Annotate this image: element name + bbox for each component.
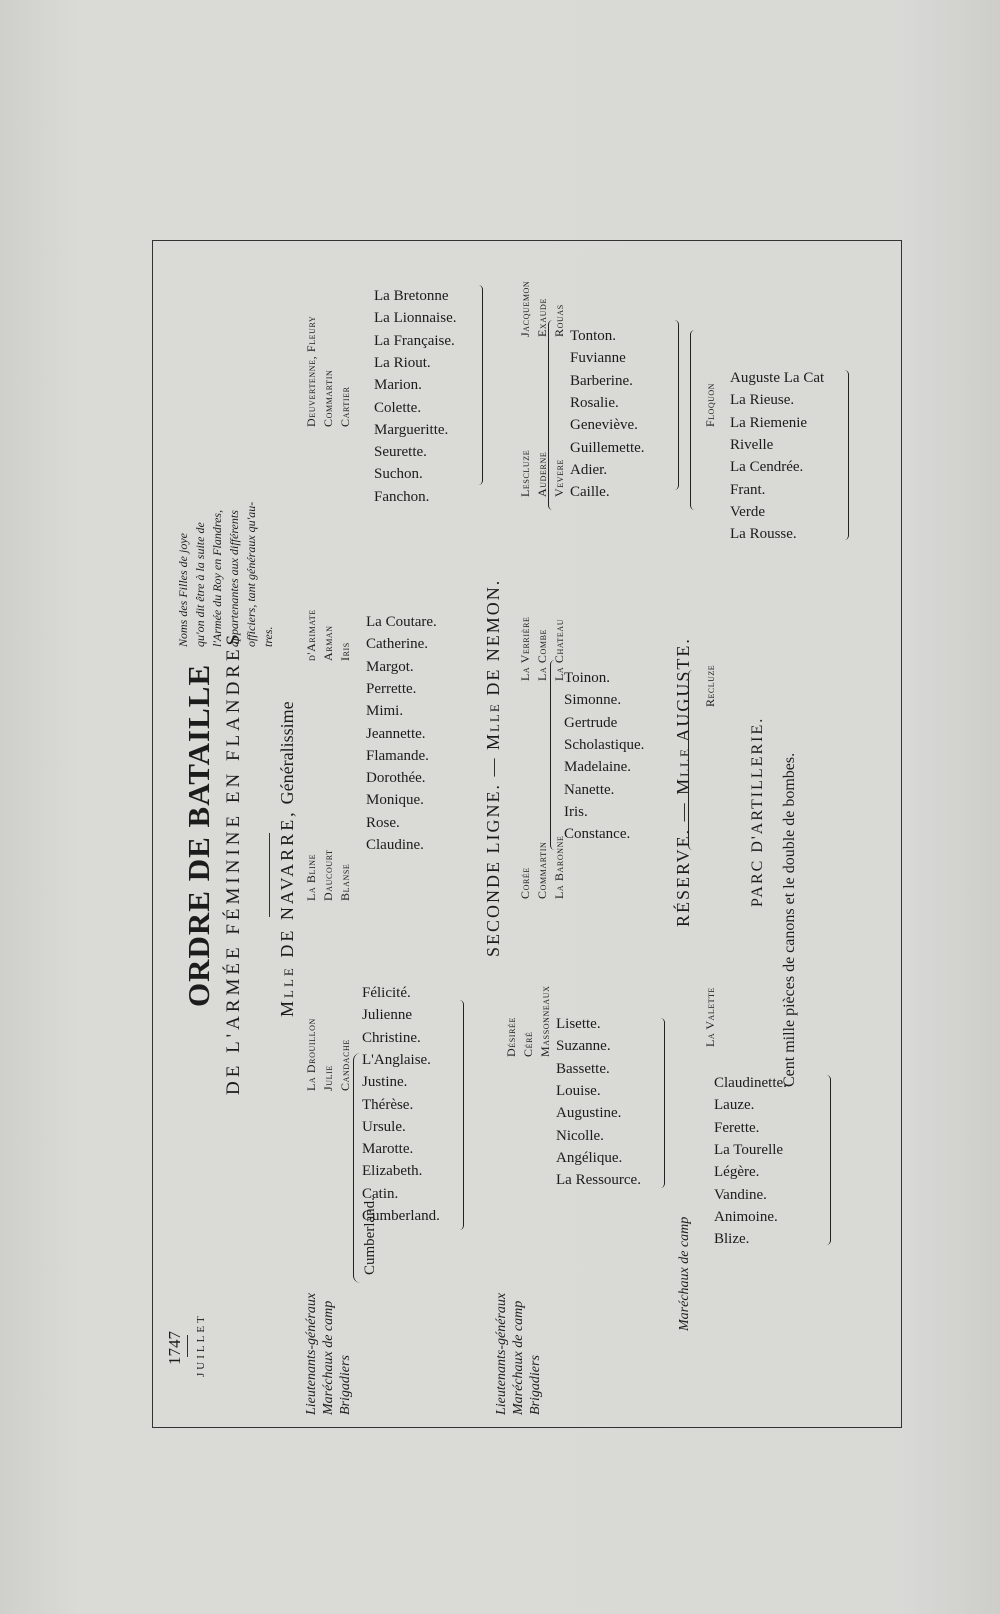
officer-name: Julie <box>321 1065 335 1091</box>
second-group3b-officers <box>517 281 568 337</box>
reserve-name: Animoine. <box>714 1208 778 1225</box>
first-group2-name: Monique. <box>366 792 424 809</box>
first-group2-name: Jeannette. <box>366 725 426 742</box>
reserve-name-2: La Rousse. <box>730 526 797 543</box>
reserve-name: Vandine. <box>714 1186 767 1203</box>
note-line: appartenantes aux différents <box>227 510 241 647</box>
first-group3-name: Seurette. <box>374 444 427 461</box>
second-group1-name: Bassette. <box>556 1060 610 1077</box>
officer-name: La Chateau <box>552 618 566 681</box>
second-group3-name: Rosalie. <box>570 394 619 411</box>
officer-name: Candache <box>338 1039 352 1091</box>
reserve-name: Lauze. <box>714 1097 755 1114</box>
second-group1-brace <box>656 1018 665 1188</box>
second-group2-name: Madelaine. <box>564 759 632 776</box>
first-group2-name: Dorothée. <box>366 770 426 787</box>
second-group1-name: Lisette. <box>556 1016 601 1032</box>
reserve-name: Blize. <box>714 1231 750 1248</box>
first-group2-officers <box>303 849 354 901</box>
officer-name: Rouas <box>552 304 566 337</box>
first-group1-name: Justine. <box>362 1074 408 1091</box>
reserve-rank: Maréchaux de camp <box>677 1216 692 1331</box>
officer-name: Cartier <box>338 386 352 427</box>
reserve-brace-1 <box>822 1075 831 1245</box>
first-group2-name: Claudine. <box>366 837 424 853</box>
officer-name: La Combe <box>535 628 549 681</box>
reserve-name-2: Auguste La Cat <box>730 370 825 386</box>
artillery-heading: PARC D'ARTILLERIE. <box>749 716 766 907</box>
reserve-name-2: La Rieuse. <box>730 392 795 409</box>
first-group2-name: Rose. <box>366 814 400 831</box>
first-line-heading <box>277 701 298 1017</box>
second-group1-name: Louise. <box>556 1082 601 1099</box>
first-group1-name: Cumberland. <box>362 1208 440 1224</box>
rank-label: Lieutenants-généraux <box>304 1292 319 1415</box>
second-group1-name: Angélique. <box>556 1149 623 1166</box>
second-group1-name: Nicolle. <box>556 1127 604 1144</box>
second-group2-name: Constance. <box>564 826 631 843</box>
officer-name: Arman <box>321 625 335 661</box>
first-group3-name: La Riout. <box>374 354 431 371</box>
reserve-name: La Tourelle <box>714 1141 784 1158</box>
officer-name: La Bline <box>304 853 318 901</box>
officer-name: Céré <box>521 1031 535 1057</box>
page-subtitle: DE L'ARMÉE FÉMININE EN FLANDRES <box>223 630 244 1095</box>
first-group3-brace <box>474 285 483 485</box>
reserve-name-2: Verde <box>730 503 765 520</box>
officer-name: Exaude <box>535 298 549 337</box>
first-group3-name: Marion. <box>374 377 422 394</box>
note-line: qu'on dit être à la suite de <box>193 522 207 647</box>
officer-name: La Drouillon <box>304 1018 318 1091</box>
first-group2-name: Margot. <box>366 658 414 675</box>
officer-name: Blanse <box>338 863 352 901</box>
first-group2-name: Perrette. <box>366 680 417 697</box>
officer-name: Deuvertenne, Fleury <box>304 315 318 427</box>
second-group2-name: Gertrude <box>564 714 618 731</box>
first-group1-officers <box>303 1018 354 1091</box>
second-group3-left-brace <box>548 320 557 510</box>
page-title: ORDRE DE BATAILLE <box>181 663 216 1007</box>
officer-name: Jacquemon <box>518 280 532 337</box>
second-group3-name: Barberine. <box>570 372 633 389</box>
first-group3-officers <box>303 316 354 427</box>
second-group3-brace <box>670 320 679 490</box>
second-group2-brace <box>550 660 559 850</box>
year-rule <box>187 1335 188 1357</box>
officer-name: Vevere <box>552 458 566 497</box>
officer-name: Lescluze <box>518 449 532 497</box>
month-label: JUILLET <box>195 1313 207 1377</box>
reserve-officer-2: La Valette <box>703 987 717 1047</box>
second-group1-name: La Ressource. <box>556 1172 641 1189</box>
first-group3-name: Colette. <box>374 399 422 416</box>
first-group3-name: Suchon. <box>374 466 423 483</box>
first-group3-name: La Bretonne <box>374 288 449 304</box>
rank-label: Brigadiers <box>528 1355 543 1415</box>
second-group3-name: Adier. <box>570 461 608 478</box>
rank-label: Brigadiers <box>338 1355 353 1415</box>
first-group2-name: Flamande. <box>366 747 429 764</box>
first-group1-name: Thérèse. <box>362 1096 414 1113</box>
note-line: tres. <box>261 626 275 647</box>
second-group2-name: Nanette. <box>564 781 615 798</box>
officer-name: Massonneaux <box>538 985 552 1057</box>
reserve-name: Légère. <box>714 1164 760 1181</box>
year-label: 1747 <box>165 1331 184 1365</box>
first-line-ranks <box>303 1293 354 1415</box>
second-group3-name: Fuvianne <box>570 350 626 367</box>
first-group2-name: Mimi. <box>366 703 404 720</box>
officer-name: Corée <box>518 867 532 899</box>
second-group2-name: Iris. <box>564 803 588 820</box>
reserve-officer-4: Floquon <box>703 383 717 427</box>
first-line-rank: Généralissime <box>277 701 297 805</box>
reserve-name-2: La Riemenie <box>730 414 808 431</box>
second-group2-name: Scholastique. <box>564 736 645 753</box>
name-item: Cumberland. <box>362 1197 378 1275</box>
officer-name: Désirée <box>504 1017 518 1057</box>
rank-label: Lieutenants-généraux <box>494 1292 509 1415</box>
first-group1-name: Ursule. <box>362 1118 406 1135</box>
second-line-heading: SECONDE LIGNE. — Mlle DE NEMON. <box>483 578 503 957</box>
first-group2b-officers <box>303 609 354 661</box>
second-group3-name: Caille. <box>570 484 610 501</box>
first-group3-name: La Lionnaise. <box>374 310 457 327</box>
first-group3-name: La Française. <box>374 332 455 349</box>
officer-name: Auderne <box>535 451 549 497</box>
reserve-brace-2 <box>840 370 849 540</box>
first-group1-name: L'Anglaise. <box>362 1051 431 1068</box>
reserve-name: Ferette. <box>714 1119 760 1136</box>
note-line: Noms des Filles de joye <box>176 533 190 647</box>
first-group1-name: Christine. <box>362 1029 421 1046</box>
reserve-name-2: Rivelle <box>730 436 774 453</box>
officer-name: Iris <box>338 642 352 661</box>
reserve-group3-brace <box>690 330 699 510</box>
first-group3-name: Fanchon. <box>374 488 430 505</box>
reserve-officer-3: Recluze <box>703 664 717 707</box>
artillery-text: Cent mille pièces de canons et le double de bombes. <box>781 752 798 1087</box>
second-group2-name: Toinon. <box>564 670 611 686</box>
reserve-group2-brace <box>688 670 697 850</box>
officer-name: Daucourt <box>321 849 335 901</box>
officer-name: Commartin <box>535 841 549 899</box>
second-group1-officers <box>503 986 554 1058</box>
first-line-rule <box>269 833 270 917</box>
reserve-heading: RÉSERVE. — Mlle AUGUSTE. <box>673 637 693 927</box>
rank-label: Maréchaux de camp <box>511 1300 526 1415</box>
second-group3-name: Tonton. <box>570 328 617 344</box>
first-group2-name: Catherine. <box>366 636 429 653</box>
first-group1-name: Julienne <box>362 1007 412 1024</box>
first-group1-name: Félicité. <box>362 985 411 1001</box>
officer-name: La Baronne <box>552 835 566 899</box>
second-group2b-officers <box>517 617 568 682</box>
rank-label: Maréchaux de camp <box>321 1300 336 1415</box>
second-group2-officers <box>517 836 568 899</box>
second-group3-name: Guillemette. <box>570 439 645 456</box>
reserve-name-2: Frant. <box>730 481 766 498</box>
first-group3-name: Margueritte. <box>374 421 449 438</box>
note-line: officiers, tant généraux qu'au- <box>244 501 258 647</box>
first-group1-brace <box>455 1000 464 1230</box>
first-group1-name: Elizabeth. <box>362 1163 423 1180</box>
second-group3-officers <box>517 450 568 497</box>
second-group3-name: Geneviève. <box>570 417 638 434</box>
first-group1-name: Marotte. <box>362 1141 414 1158</box>
reserve-name-2: La Cendrée. <box>730 459 804 476</box>
second-group1-name: Suzanne. <box>556 1038 611 1055</box>
first-line-commander: Mlle DE NAVARRE, <box>277 809 297 1017</box>
note-line: l'Armée du Roy en Flandres, <box>210 509 224 647</box>
officer-name: Commartin <box>321 369 335 427</box>
reserve-name: Claudinette. <box>714 1075 787 1091</box>
second-group2-name: Simonne. <box>564 692 622 709</box>
first-group2-name: La Coutare. <box>366 614 437 630</box>
second-line-ranks <box>493 1293 544 1415</box>
second-group1-name: Augustine. <box>556 1105 622 1122</box>
officer-name: La Verrière <box>518 616 532 681</box>
first-group1-name: Catin. <box>362 1185 399 1202</box>
header-note <box>175 502 277 647</box>
officer-name: d'Arimate <box>304 609 318 661</box>
